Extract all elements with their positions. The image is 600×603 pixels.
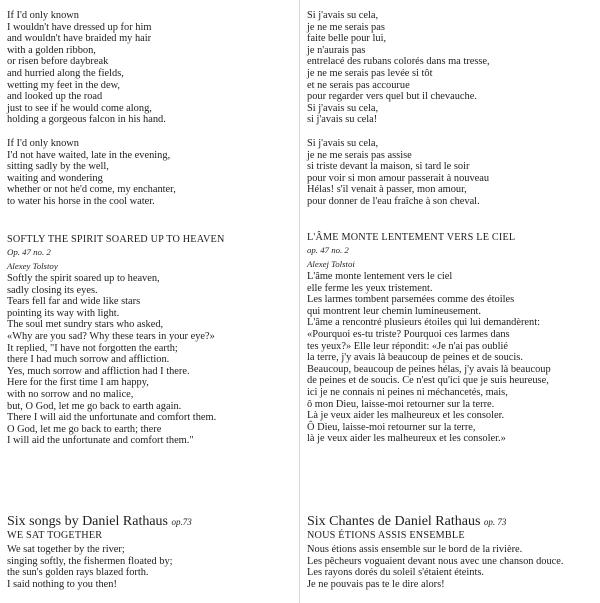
verse-line: singing softly, the fishermen floated by;: [7, 555, 173, 567]
verse-line: pour voir si mon amour passerait à nouveau: [307, 172, 490, 184]
song-text-en: [7, 273, 216, 447]
stanza-2-fr: [307, 138, 489, 208]
cycle-title-fr: [307, 514, 506, 530]
verse-line: elle ferme les yeux tristement.: [307, 282, 433, 294]
verse-line: just to see if he would come along,: [7, 102, 152, 114]
verse-line: wetting my feet in the dew,: [7, 79, 121, 91]
poet-name-en: Alexey Tolstoy: [7, 261, 58, 271]
verse-line: There I will aid the unfortunate and comfort them.: [7, 412, 217, 424]
page-gutter: [299, 0, 300, 603]
verse-line: «Why are you sad? Why these tears in your eye?»: [7, 330, 215, 342]
verse-line: si triste devant la maison, si tard le soir: [307, 161, 470, 173]
stanza-2-en: [7, 138, 176, 208]
verse-line: Hélas! s'il venait à passer, mon amour,: [307, 184, 467, 196]
verse-line: qui montrent leur chemin lumineusement.: [307, 305, 482, 317]
verse-line: We sat together by the river;: [7, 544, 125, 555]
verse-line: I will aid the unfortunate and comfort them.": [7, 435, 194, 447]
verse-line: Tears fell far and wide like stars: [7, 296, 141, 308]
verse-line: là je veux aider les malheureux et les consoler.»: [307, 433, 506, 445]
verse-line: to water his horse in the cool water.: [7, 195, 155, 207]
poet-name-fr: Alexej Tolstoi: [307, 259, 355, 269]
verse-line: je ne me serais pas: [307, 21, 385, 33]
verse-line: I wouldn't have dressed up for him: [7, 21, 152, 33]
verse-line: holding a gorgeous falcon in his hand.: [7, 114, 166, 126]
song-title-2-fr: NOUS ÉTIONS ASSIS ENSEMBLE: [307, 530, 465, 541]
verse-line: si j'avais su cela!: [307, 114, 378, 126]
opus-number-fr: op. 47 no. 2: [307, 245, 349, 255]
song-title-2-en: WE SAT TOGETHER: [7, 530, 103, 541]
verse-line: Softly the spirit soared up to heaven,: [7, 273, 160, 284]
verse-line: Si j'avais su cela,: [307, 102, 379, 114]
verse-line: but, O God, let me go back to earth again.: [7, 400, 182, 412]
verse-line: de peines et de soucis. Ce n'est qu'ici que je suis heureuse,: [307, 375, 549, 387]
cycle-opus: op. 73: [483, 517, 507, 527]
verse-line: Here for the first time I am happy,: [7, 377, 149, 389]
verse-line: with a golden ribbon,: [7, 44, 96, 56]
verse-line: Yes, much sorrow and affliction had I there.: [7, 365, 190, 377]
verse-line: ô mon Dieu, laisse-moi retourner sur la terre.: [307, 398, 495, 410]
song-title-en: SOFTLY THE SPIRIT SOARED UP TO HEAVEN: [7, 234, 225, 245]
verse-line: there I had much sorrow and affliction.: [7, 354, 170, 366]
verse-line: Je ne pouvais pas te le dire alors!: [307, 578, 445, 590]
verse-line: Nous étions assis ensemble sur le bord de la rivière.: [307, 544, 523, 555]
song-title-fr: L'ÂME MONTE LENTEMENT VERS LE CIEL: [307, 232, 516, 243]
verse-line: et ne serais pas accourue: [307, 79, 410, 91]
verse-line: waiting and wondering: [7, 172, 103, 184]
verse-line: I said nothing to you then!: [7, 578, 117, 590]
verse-line: sadly closing its eyes.: [7, 284, 98, 296]
verse-line: entrelacé des rubans colorés dans ma tresse,: [307, 56, 490, 68]
stanza-1-en: [7, 10, 166, 126]
cycle-title-en: [7, 514, 192, 530]
song-text-fr: [307, 271, 551, 445]
stanza-1-fr: [307, 10, 490, 126]
verse-line: If I'd only known: [7, 10, 79, 21]
verse-line: and wouldn't have braided my hair: [7, 33, 152, 45]
verse-line: je ne me serais pas levée si tôt: [307, 67, 433, 79]
verse-line: or risen before daybreak: [7, 56, 109, 68]
verse-line: pointing its way with light.: [7, 307, 120, 319]
song-2-text-fr: [307, 544, 564, 590]
verse-line: the sun's golden rays blazed forth.: [7, 567, 149, 579]
verse-line: It replied, "I have not forgotten the earth;: [7, 342, 178, 354]
verse-line: L'âme a rencontré plusieurs étoiles qui lui demandèrent:: [307, 317, 540, 329]
verse-line: and looked up the road: [7, 91, 103, 103]
verse-line: Si j'avais su cela,: [307, 138, 379, 149]
verse-line: pour regarder vers quel but il chevauche.: [307, 91, 477, 103]
verse-line: O God, let me go back to earth; there: [7, 423, 162, 435]
verse-line: Les rayons dorés du soleil s'étaient éteints.: [307, 567, 485, 579]
verse-line: tes yeux?» Elle leur répondit: «Je n'ai pas oublié: [307, 340, 508, 352]
verse-line: «Pourquoi es-tu triste? Pourquoi ces larmes dans: [307, 328, 510, 340]
cycle-opus: op.73: [171, 517, 192, 527]
verse-line: pour donner de l'eau fraîche à son cheval.: [307, 195, 480, 207]
verse-line: The soul met sundry stars who asked,: [7, 319, 164, 331]
verse-line: faite belle pour lui,: [307, 33, 387, 45]
verse-line: I'd not have waited, late in the evening,: [7, 149, 171, 161]
verse-line: L'âme monte lentement vers le ciel: [307, 271, 453, 282]
verse-line: Beaucoup, beaucoup de peines hélas, j'y avais là beaucoup: [307, 363, 551, 375]
verse-line: Ô Dieu, laisse-moi retourner sur la terre,: [307, 421, 476, 433]
verse-line: je ne me serais pas assise: [307, 149, 412, 161]
verse-line: Les larmes tombent parsemées comme des étoiles: [307, 294, 515, 306]
cycle-title-text: Six songs by Daniel Rathaus: [7, 514, 168, 529]
verse-line: and hurried along the fields,: [7, 67, 124, 79]
verse-line: Si j'avais su cela,: [307, 10, 379, 21]
verse-line: sitting sadly by the well,: [7, 161, 109, 173]
verse-line: Les pêcheurs voguaient devant nous avec une chanson douce.: [307, 555, 564, 567]
verse-line: with no sorrow and no malice,: [7, 388, 134, 400]
cycle-title-text: Six Chantes de Daniel Rathaus: [307, 514, 481, 529]
verse-line: ici je ne connais ni peines ni méchancetés, mais,: [307, 386, 508, 398]
song-2-text-en: [7, 544, 173, 590]
verse-line: whether or not he'd come, my enchanter,: [7, 184, 176, 196]
verse-line: Là je veux aider les malheureux et les consoler.: [307, 410, 505, 422]
opus-number-en: Op. 47 no. 2: [7, 247, 51, 257]
verse-line: je n'aurais pas: [307, 44, 366, 56]
verse-line: la terre, j'y avais là beaucoup de peines et de soucis.: [307, 352, 523, 364]
verse-line: If I'd only known: [7, 138, 79, 149]
